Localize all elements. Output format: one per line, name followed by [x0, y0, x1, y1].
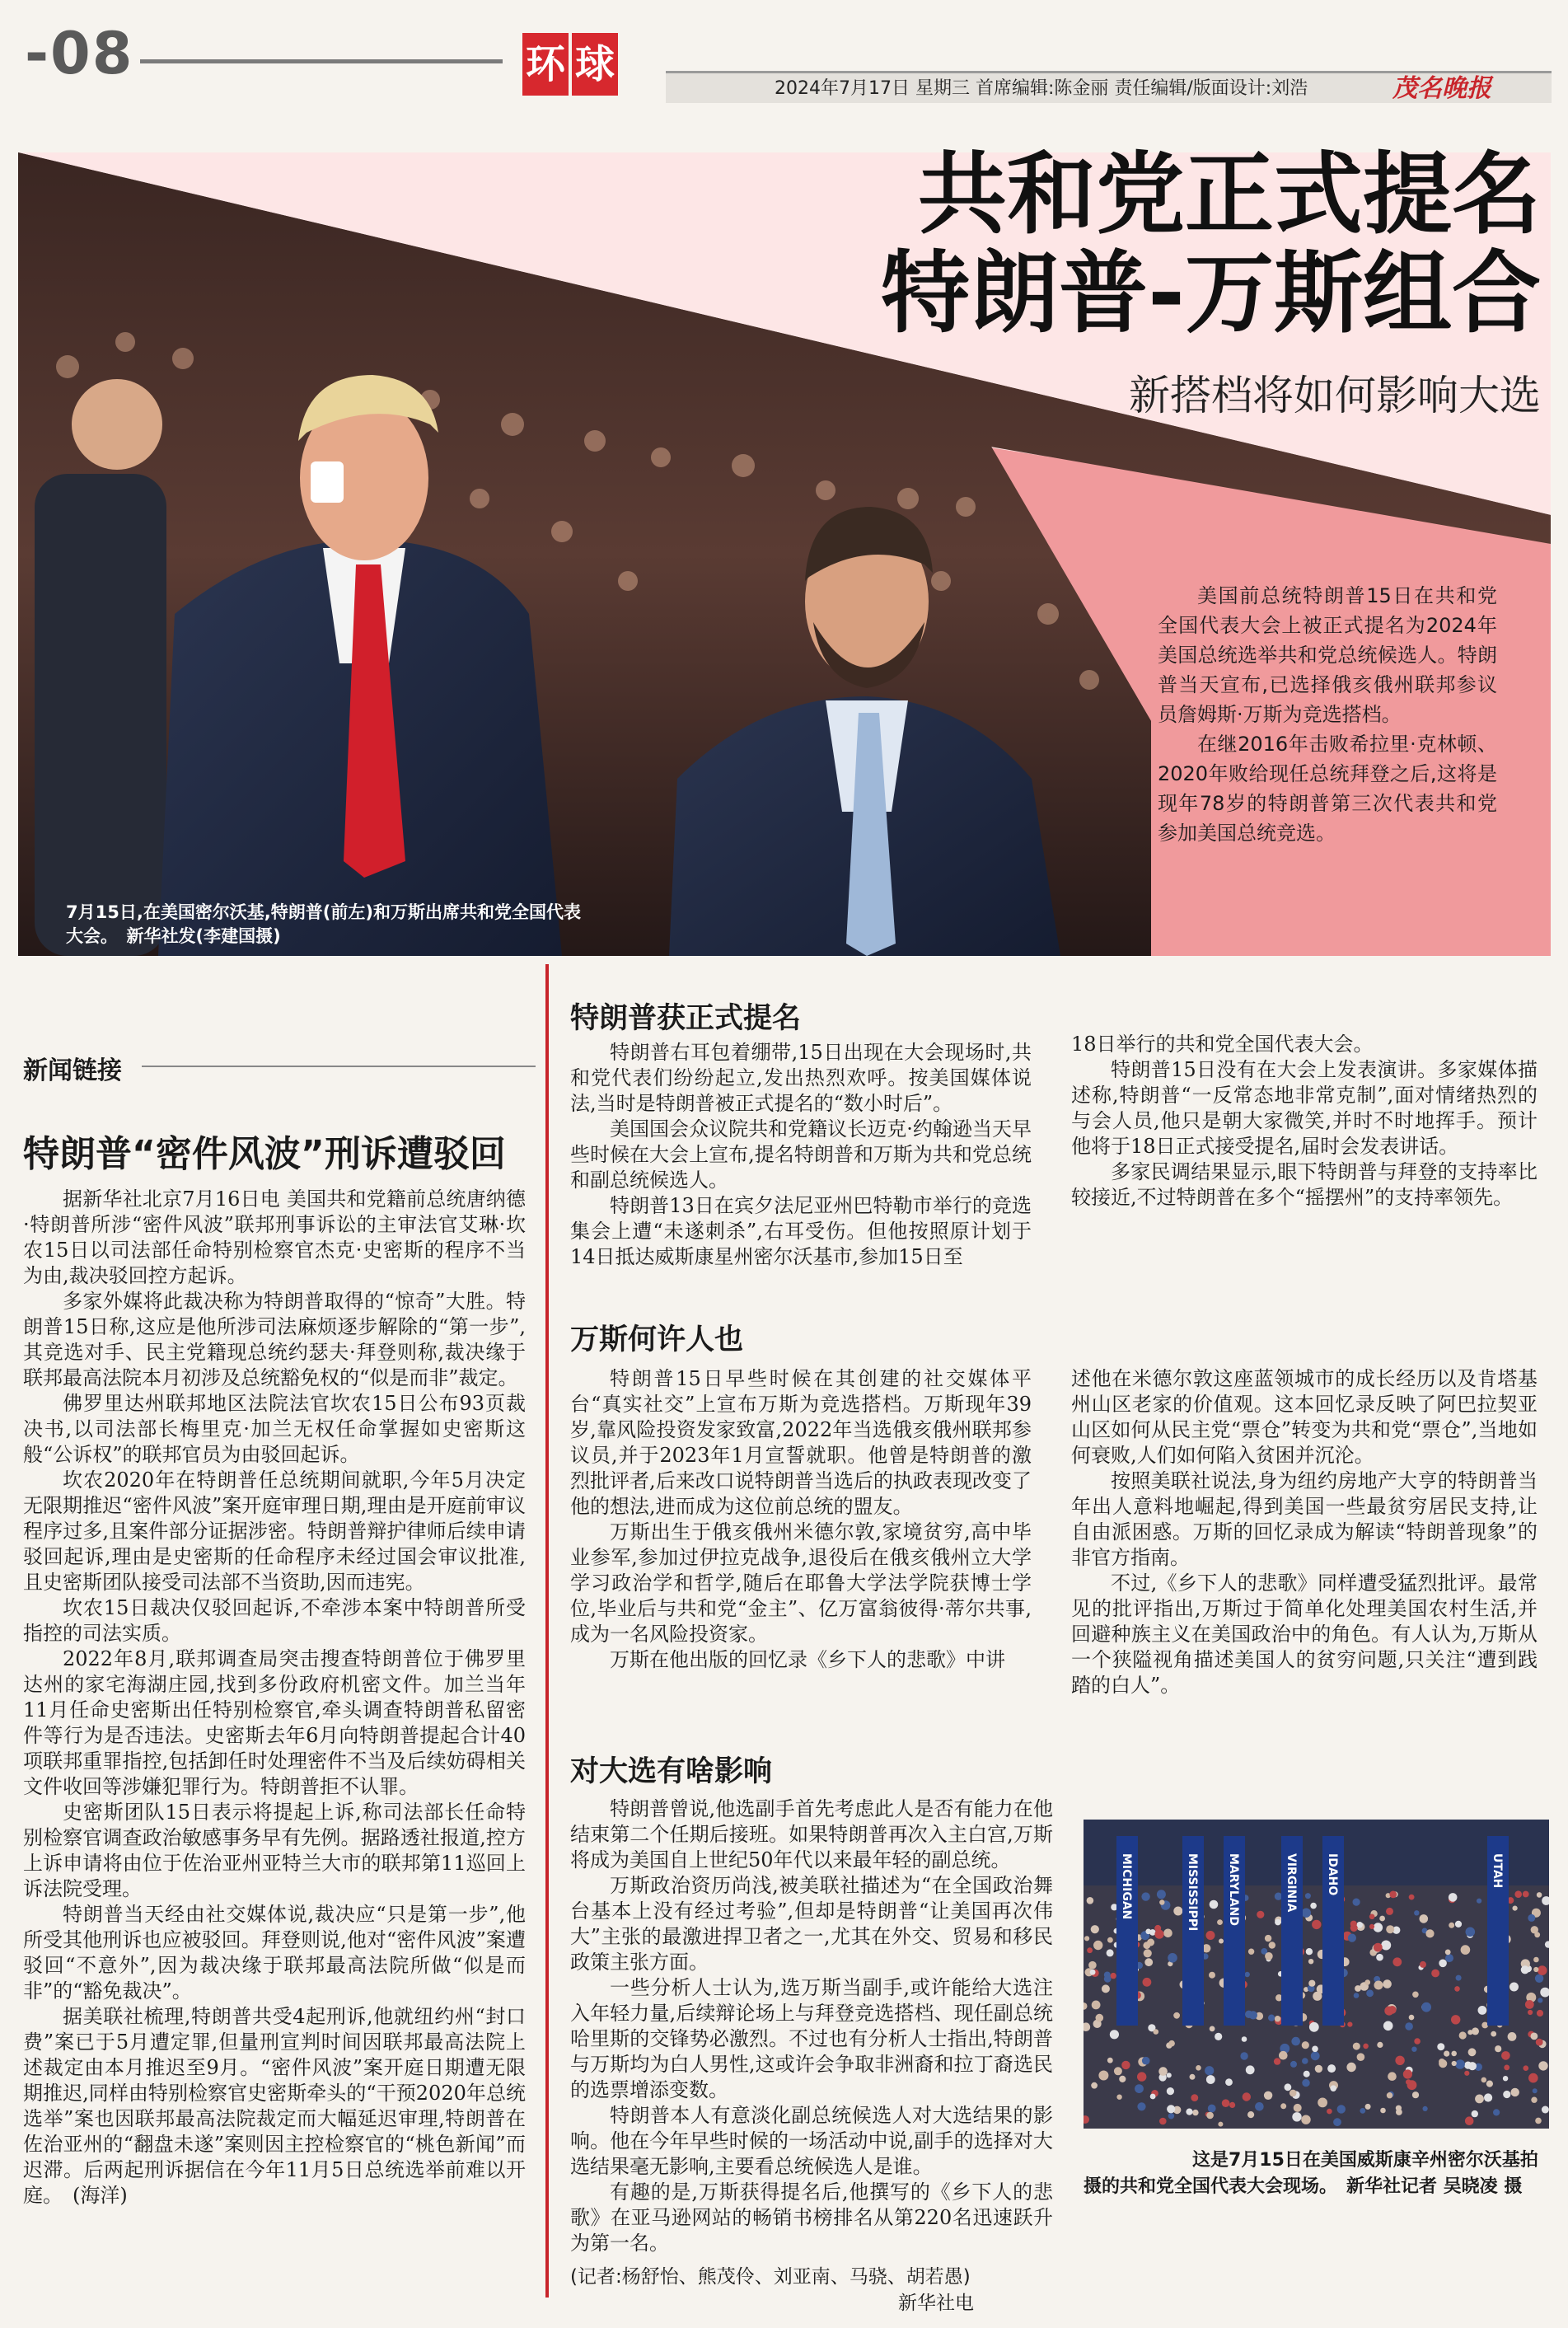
body-paragraph: 坎农15日裁决仅驳回起诉,不牵涉本案中特朗普所受指控的司法实质。: [23, 1596, 526, 1645]
body-paragraph: 特朗普15日没有在大会上发表演讲。多家媒体描述称,特朗普“一反常态地非常克制”,面对情绪热烈的与会人员,他只是朝大家微笑,并时不时地挥手。预计他将于18日正式接受提名,届时会发表讲话。: [1071, 1058, 1538, 1158]
section-3-body: [570, 1796, 1053, 2256]
body-paragraph: 一些分析人士认为,选万斯当副手,或许能给大选注入年轻力量,后续辩论场上与拜登竞选搭档、现任副总统哈里斯的交锋势必激烈。不过也有分析人士指出,特朗普与万斯均为白人男性,这或许会争取非洲裔和拉丁裔选民的选票增添变数。: [570, 1976, 1053, 2101]
state-sign-label: MICHIGAN: [1120, 1853, 1133, 1920]
header-rule: [140, 59, 503, 63]
news-link-rule: [142, 1066, 536, 1067]
section-2-col-a: [570, 1366, 1032, 1673]
body-paragraph: 坎农2020年在特朗普任总统期间就职,今年5月决定无限期推迟“密件风波”案开庭审理日期,理由是开庭前审议程序过多,且案件部分证据涉密。特朗普辩护律师后续申请驳回起诉,理由是史密斯的任命程序未经过国会审议批准,且史密斯团队接受司法部不当资助,因而违宪。: [23, 1468, 526, 1594]
body-paragraph: 万斯政治资历尚浅,被美联社描述为“在全国政治舞台基本上没有经过考验”,但却是特朗普“让美国再次伟大”主张的最激进捍卫者之一,尤其在外交、贸易和移民政策主张方面。: [570, 1874, 1053, 1974]
state-sign-label: UTAH: [1491, 1853, 1504, 1889]
column-divider: [545, 964, 549, 2298]
newspaper-logo: 茂名晚报: [1392, 74, 1491, 103]
body-paragraph: 特朗普当天经由社交媒体说,裁决应“只是第一步”,他所受其他刑诉也应被驳回。拜登则说,他对“密件风波”案遭驳回“不意外”,因为裁决缘于联邦最高法院所做“似是而非”的“豁免裁决”。: [23, 1903, 526, 2002]
section-1-col-b: [1071, 1032, 1538, 1211]
body-paragraph: 万斯在他出版的回忆录《乡下人的悲歌》中讲: [610, 1648, 1005, 1671]
body-paragraph: 特朗普右耳包着绷带,15日出现在大会现场时,共和党代表们纷纷起立,发出热烈欢呼。按美国媒体说法,当时是特朗普被正式提名的“数小时后”。: [570, 1041, 1032, 1115]
state-sign: [1224, 1836, 1245, 2026]
body-paragraph: 按照美联社说法,身为纽约房地产大亨的特朗普当年出人意料地崛起,得到美国一些最贫穷居民支持,让自由派困惑。万斯的回忆录成为解读“特朗普现象”的非官方指南。: [1071, 1469, 1538, 1569]
body-paragraph: 特朗普本人有意淡化副总统候选人对大选结果的影响。他在今年早些时候的一场活动中说,副手的选择对大选结果毫无影响,主要看总统候选人是谁。: [570, 2104, 1053, 2178]
state-sign-label: MISSISSIPPI: [1186, 1853, 1199, 1932]
body-paragraph: 有趣的是,万斯获得提名后,他撰写的《乡下人的悲歌》在亚马逊网站的畅销书榜排名从第220名迅速跃升为第一名。: [570, 2180, 1053, 2255]
section-2-col-b: [1071, 1366, 1538, 1698]
news-link-title: 特朗普“密件风波”刑诉遭驳回: [23, 1133, 506, 1175]
state-sign: [1487, 1836, 1509, 2026]
page-number: -08: [25, 20, 134, 87]
body-paragraph: 美国国会众议院共和党籍议长迈克·约翰逊当天早些时候在大会上宣布,提名特朗普和万斯为共和党总统和副总统候选人。: [570, 1117, 1032, 1192]
state-sign-label: IDAHO: [1326, 1853, 1339, 1896]
news-link-label: 新闻链接: [23, 1056, 122, 1085]
convention-floor-photo: [1084, 1820, 1549, 2129]
state-sign: [1182, 1836, 1204, 2026]
section-title-vance: 万斯何许人也: [570, 1323, 744, 1356]
lead-summary: [1158, 581, 1497, 848]
body-paragraph: 史密斯团队15日表示将提起上诉,称司法部长任命特别检察官调查政治敏感事务早有先例。据路透社报道,控方上诉申请将由位于佐治亚州亚特兰大市的联邦第11巡回上诉法院受理。: [23, 1801, 526, 1900]
lead-paragraph: 美国前总统特朗普15日在共和党全国代表大会上被正式提名为2024年美国总统选举共和党总统候选人。特朗普当天宣布,已选择俄亥俄州联邦参议员詹姆斯·万斯为竞选搭档。: [1158, 584, 1497, 726]
state-sign: [1281, 1836, 1303, 2026]
section-badge-char-1: 环: [522, 33, 569, 96]
body-paragraph: 18日举行的共和党全国代表大会。: [1071, 1033, 1374, 1056]
issue-meta: 2024年7月17日 星期三 首席编辑:陈金丽 责任编辑/版面设计:刘浩: [775, 78, 1308, 99]
convention-floor-image: [1084, 1820, 1549, 2129]
agency-credit: 新华社电: [898, 2293, 974, 2314]
headline-line-2: 特朗普-万斯组合: [881, 242, 1541, 345]
subheadline: 新搭档将如何影响大选: [1129, 372, 1541, 419]
section-badge-char-2: 球: [572, 33, 618, 96]
headline-line-1: 共和党正式提名: [917, 143, 1541, 246]
body-paragraph: 不过,《乡下人的悲歌》同样遭受猛烈批评。最常见的批评指出,万斯过于简单化处理美国农村生活,并回避种族主义在美国政治中的角色。有人认为,万斯从一个狭隘视角描述美国人的贫穷问题,只关注“遭到践踏的白人”。: [1071, 1572, 1538, 1697]
body-paragraph: 多家民调结果显示,眼下特朗普与拜登的支持率比较接近,不过特朗普在多个“摇摆州”的支持率领先。: [1071, 1160, 1538, 1209]
body-paragraph: 述他在米德尔敦这座蓝领城市的成长经历以及肯塔基州山区老家的价值观。这本回忆录反映了阿巴拉契亚山区如何从民主党“票仓”转变为共和党“票仓”,当地如何衰败,人们如何陷入贫困并沉沦。: [1071, 1367, 1538, 1467]
body-paragraph: 佛罗里达州联邦地区法院法官坎农15日公布93页裁决书,以司法部长梅里克·加兰无权任命掌握如史密斯这般“公诉权”的联邦官员为由驳回起诉。: [23, 1392, 526, 1466]
state-sign-label: VIRGINIA: [1285, 1853, 1298, 1913]
body-paragraph: 特朗普13日在宾夕法尼亚州巴特勒市举行的竞选集会上遭“未遂刺杀”,右耳受伤。但他按照原计划于14日抵达威斯康星州密尔沃基市,参加15日至: [570, 1194, 1032, 1268]
lead-paragraph: 在继2016年击败希拉里·克林顿、2020年败给现任总统拜登之后,这将是现年78岁的特朗普第三次代表共和党参加美国总统竞选。: [1158, 733, 1497, 845]
body-paragraph: 据新华社北京7月16日电 美国共和党籍前总统唐纳德·特朗普所涉“密件风波”联邦刑事诉讼的主审法官艾琳·坎农15日以司法部任命特别检察官杰克·史密斯的程序不当为由,裁决驳回控方起诉。: [23, 1187, 526, 1287]
body-paragraph: 万斯出生于俄亥俄州米德尔敦,家境贫穷,高中毕业参军,参加过伊拉克战争,退役后在俄亥俄州立大学学习政治学和哲学,随后在耶鲁大学法学院获博士学位,毕业后与共和党“金主”、亿万富翁彼得·蒂尔共事,成为一名风险投资家。: [570, 1520, 1032, 1646]
news-link-body: [23, 1187, 526, 2209]
body-paragraph: 特朗普15日早些时候在其创建的社交媒体平台“真实社交”上宣布万斯为竞选搭档。万斯现年39岁,靠风险投资发家致富,2022年当选俄亥俄州联邦参议员,并于2023年1月宣誓就职。他曾是特朗普的激烈批评者,后来改口说特朗普当选后的执政表现改变了他的想法,进而成为这位前总统的盟友。: [570, 1367, 1032, 1518]
body-paragraph: 据美联社梳理,特朗普共受4起刑诉,他就纽约州“封口费”案已于5月遭定罪,但量刑宣判时间因联邦最高法院上述裁定由本月推迟至9月。“密件风波”案开庭日期遭无限期推迟,同样由特别检察官史密斯牵头的“干预2020年总统选举”案也因联邦最高法院裁定而大幅延迟审理,特朗普在佐治亚州的“翻盘未遂”案则因主控检察官的“桃色新闻”而迟滞。后两起刑诉据信在今年11月5日总统选举前难以开庭。 (海洋): [23, 2005, 526, 2207]
reporter-byline: (记者:杨舒怡、熊茂伶、刘亚南、马骁、胡若愚): [570, 2266, 971, 2288]
convention-photo-caption: [1084, 2148, 1549, 2200]
hero-photo-caption: 7月15日,在美国密尔沃基,特朗普(前左)和万斯出席共和党全国代表大会。 新华社发(李建国摄): [66, 902, 581, 946]
state-sign-label: MARYLAND: [1227, 1853, 1240, 1927]
caption-text: 这是7月15日在美国威斯康辛州密尔沃基拍摄的共和党全国代表大会现场。 新华社记者 吴晓凌 摄: [1084, 2150, 1538, 2197]
section-title-nomination: 特朗普获正式提名: [570, 1002, 802, 1035]
body-paragraph: 多家外媒将此裁决称为特朗普取得的“惊奇”大胜。特朗普15日称,这应是他所涉司法麻烦逐步解除的“第一步”,其竞选对手、民主党籍现总统约瑟夫·拜登则称,裁决缘于联邦最高法院本月初涉及总统豁免权的“似是而非”裁定。: [23, 1290, 526, 1389]
body-paragraph: 2022年8月,联邦调查局突击搜查特朗普位于佛罗里达州的家宅海湖庄园,找到多份政府机密文件。加兰当年11月任命史密斯出任特别检察官,牵头调查特朗普私留密件等行为是否违法。史密斯去年6月向特朗普提起合计40项联邦重罪指控,包括卸任时处理密件不当及后续妨碍相关文件收回等涉嫌犯罪行为。特朗普拒不认罪。: [23, 1647, 526, 1798]
state-sign: [1116, 1836, 1138, 2026]
section-title-impact: 对大选有啥影响: [570, 1755, 773, 1788]
section-1-col-a: [570, 1040, 1032, 1270]
state-sign: [1322, 1836, 1344, 2026]
body-paragraph: 特朗普曾说,他选副手首先考虑此人是否有能力在他结束第二个任期后接班。如果特朗普再次入主白宫,万斯将成为美国自上世纪50年代以来最年轻的副总统。: [570, 1797, 1053, 1871]
